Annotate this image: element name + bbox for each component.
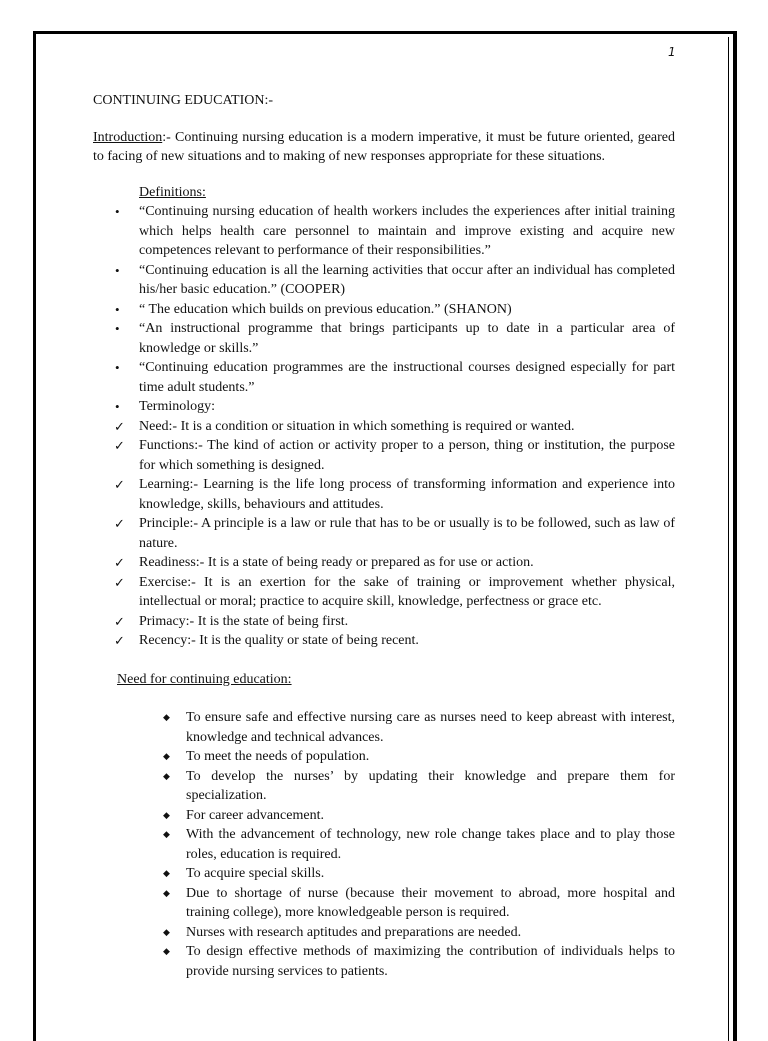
need-text: To acquire special skills. xyxy=(186,866,325,881)
terminology-list xyxy=(93,417,675,651)
need-text: To meet the needs of population. xyxy=(186,749,370,764)
introduction-paragraph xyxy=(93,128,675,167)
term-text: Readiness:- It is a state of being ready or prepared as for use or action. xyxy=(139,555,534,570)
diamond-bullet-icon: ◆ xyxy=(163,887,170,898)
list-item xyxy=(93,747,675,767)
checkmark-icon: ✓ xyxy=(114,418,125,434)
checkmark-icon: ✓ xyxy=(114,516,125,531)
term-text: Need:- It is a condition or situation in which something is required or wanted. xyxy=(139,418,575,434)
bullet-icon: • xyxy=(115,204,120,219)
term-text: Functions:- The kind of action or activity proper to a person, thing or institution, the purpose for which something is designed. xyxy=(139,438,675,473)
list-item xyxy=(93,417,675,437)
need-text: Due to shortage of nurse (because their movement to abroad, more hospital and training college), more knowledgeable person is required. xyxy=(186,885,675,920)
definition-text: “Continuing education programmes are the instructional courses designed especially for part time adult students.” xyxy=(139,360,675,395)
checkmark-icon: ✓ xyxy=(114,633,125,648)
need-text: To develop the nurses’ by updating their knowledge and prepare them for specialization. xyxy=(186,768,675,803)
need-text: With the advancement of technology, new role change takes place and to play those roles, education is required. xyxy=(186,827,675,862)
introduction-label: Introduction xyxy=(93,129,163,145)
definition-text: “An instructional programme that brings participants up to date in a particular area of knowledge or skills.” xyxy=(139,321,675,356)
list-item xyxy=(93,202,675,261)
list-item xyxy=(93,708,675,747)
term-text: Primacy:- It is the state of being first. xyxy=(139,613,349,629)
need-heading: Need for continuing education: xyxy=(117,671,292,687)
bullet-icon: • xyxy=(115,321,120,336)
terminology-heading: Terminology: xyxy=(139,399,216,414)
list-item xyxy=(93,573,675,612)
diamond-bullet-icon: ◆ xyxy=(163,926,170,937)
list-item xyxy=(93,884,675,923)
diamond-bullet-icon: ◆ xyxy=(163,751,170,761)
document-body xyxy=(93,91,675,981)
list-item xyxy=(93,612,675,632)
bullet-icon: • xyxy=(115,399,120,414)
need-text: To design effective methods of maximizing the contribution of individuals helps to provide nursing services to patients. xyxy=(186,944,675,979)
list-item xyxy=(93,319,675,358)
checkmark-icon: ✓ xyxy=(114,555,125,570)
list-item xyxy=(93,767,675,806)
page-border-inner-line xyxy=(728,37,729,1041)
list-item xyxy=(93,864,675,884)
bullet-icon: • xyxy=(115,301,120,317)
definition-text: “ The education which builds on previous education.” (SHANON) xyxy=(139,301,512,317)
list-item xyxy=(93,825,675,864)
list-item xyxy=(93,514,675,553)
term-text: Principle:- A principle is a law or rule that has to be or usually is to be followed, such as law of nature. xyxy=(139,516,675,551)
introduction-text: :- Continuing nursing education is a modern imperative, it must be future oriented, geared to facing of new situations and to making of new responses appropriate for these situations. xyxy=(93,129,675,164)
need-text: To ensure safe and effective nursing care as nurses need to keep abreast with interest, knowledge and technical advances. xyxy=(186,710,675,745)
list-item xyxy=(93,261,675,300)
checkmark-icon: ✓ xyxy=(114,438,125,453)
checkmark-icon: ✓ xyxy=(114,613,125,629)
diamond-bullet-icon: ◆ xyxy=(163,809,170,820)
bullet-icon: • xyxy=(115,262,120,278)
list-item xyxy=(93,553,675,573)
term-text: Recency:- It is the quality or state of being recent. xyxy=(139,633,419,648)
diamond-bullet-icon: ◆ xyxy=(163,770,170,781)
definitions-heading: Definitions: xyxy=(139,184,206,200)
definitions-list xyxy=(93,202,675,417)
definition-text: “Continuing nursing education of health workers includes the experiences after initial training which helps health care personnel to maintain and improve existing and acquire new competences relevant to performance of their responsibilities.” xyxy=(139,204,675,258)
list-item xyxy=(93,923,675,943)
diamond-bullet-icon: ◆ xyxy=(163,946,170,956)
need-text: Nurses with research aptitudes and preparations are needed. xyxy=(186,924,522,940)
page-number: 1 xyxy=(668,45,676,59)
list-item xyxy=(93,806,675,826)
list-item xyxy=(93,942,675,981)
checkmark-icon: ✓ xyxy=(114,574,125,590)
list-item xyxy=(93,631,675,651)
list-item xyxy=(93,358,675,397)
list-item xyxy=(93,475,675,514)
bullet-icon: • xyxy=(115,360,120,375)
diamond-bullet-icon: ◆ xyxy=(163,712,170,722)
term-text: Exercise:- It is an exertion for the sake of training or improvement whether physical, intellectual or moral; practice to acquire skill, knowledge, perfectness or grace etc. xyxy=(139,574,675,609)
diamond-bullet-icon: ◆ xyxy=(163,829,170,839)
list-item xyxy=(93,397,675,417)
list-item xyxy=(93,300,675,320)
diamond-bullet-icon: ◆ xyxy=(163,868,170,878)
definition-text: “Continuing education is all the learning activities that occur after an individual has completed his/her basic education.” (COOPER) xyxy=(139,262,675,297)
term-text: Learning:- Learning is the life long process of transforming information and experience into knowledge, skills, behaviours and attitudes. xyxy=(139,477,675,512)
need-text: For career advancement. xyxy=(186,807,324,823)
document-title: CONTINUING EDUCATION:- xyxy=(93,93,274,108)
list-item xyxy=(93,436,675,475)
checkmark-icon: ✓ xyxy=(114,477,125,492)
need-list xyxy=(93,708,675,981)
